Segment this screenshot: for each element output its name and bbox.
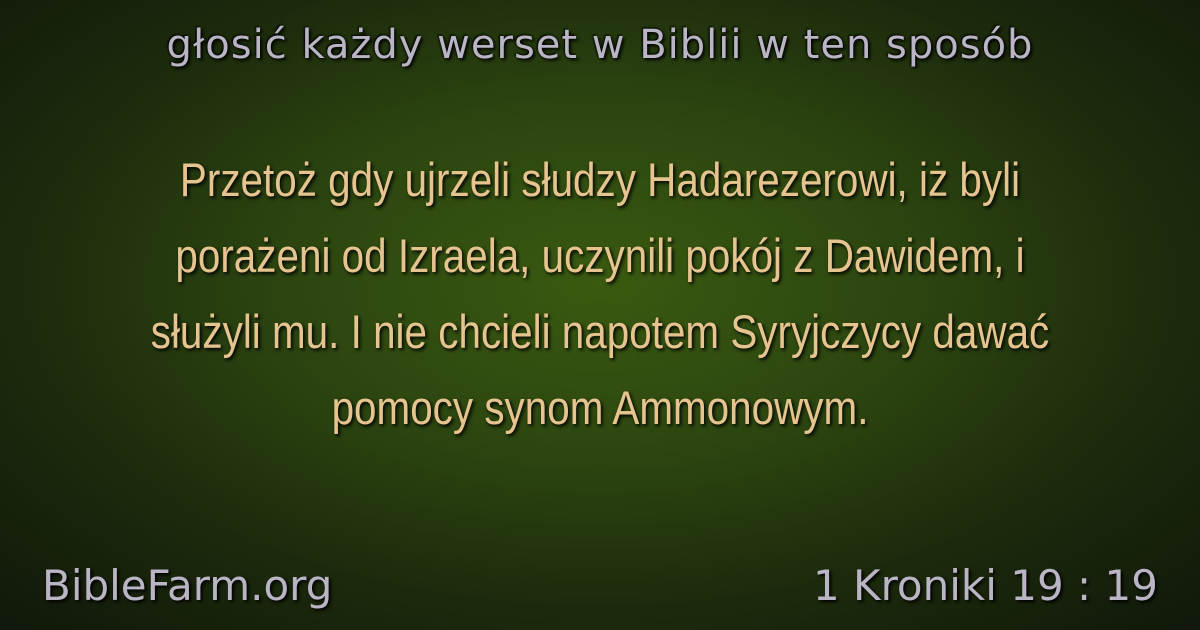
verse-reference: 1 Kroniki 19 : 19: [812, 561, 1158, 610]
header-title: głosić każdy werset w Biblii w ten sposób: [166, 22, 1034, 68]
site-name: BibleFarm.org: [42, 561, 333, 610]
verse-text: Przetoż gdy ujrzeli słudzy Hadarezerowi, iż byli porażeni od Izraela, uczynili pokój z Dawidem, i służyli mu. I nie chcieli napotem Syryjczycy dawać pomocy synom Ammonowym.: [150, 153, 1050, 434]
